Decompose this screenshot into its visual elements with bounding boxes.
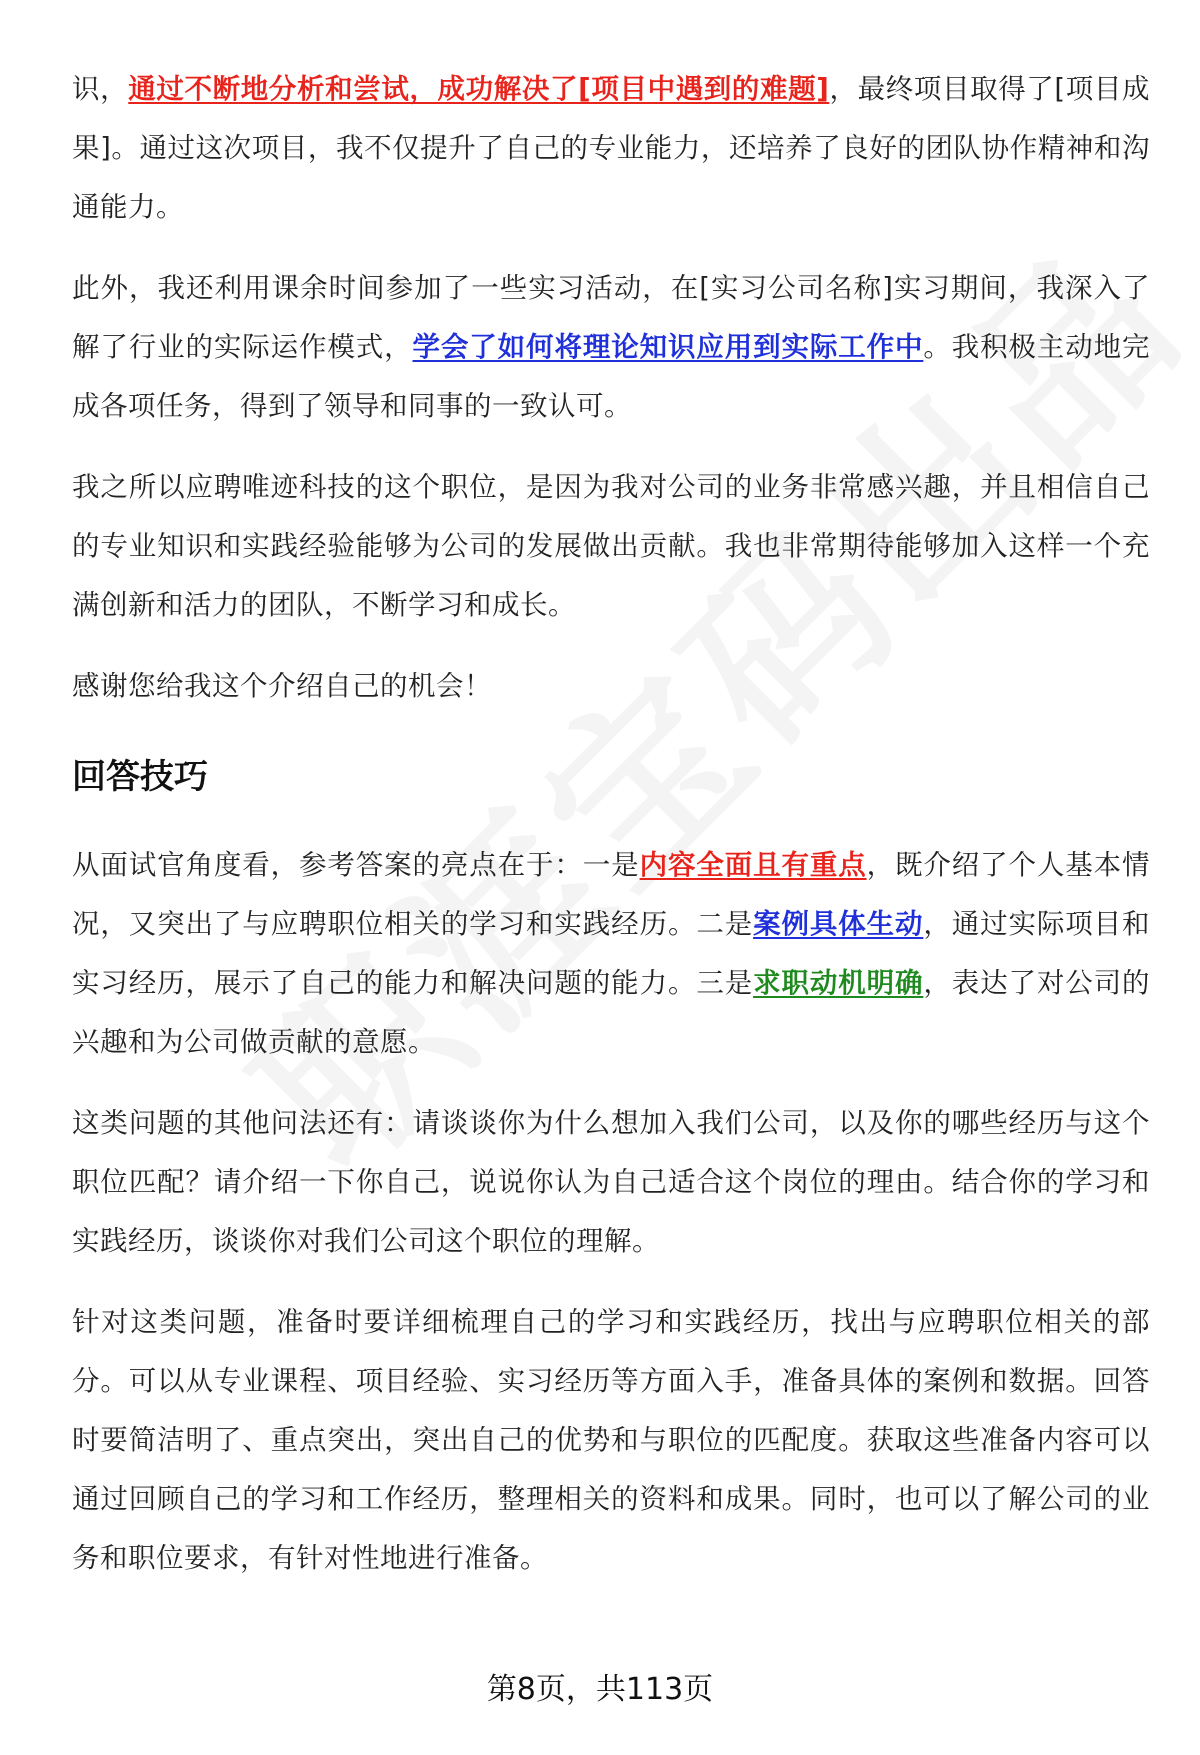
paragraph-text: ，最终项目取得了[项目成果]。通过这次项目，我不仅提升了自己的专业能力，还培养了良好的团队协作精神和沟通能力。	[72, 73, 1151, 223]
paragraph-alternative-questions: 这类问题的其他问法还有：请谈谈你为什么想加入我们公司，以及你的哪些经历与这个职位匹配？请介绍一下你自己，说说你认为自己适合这个岗位的理由。结合你的学习和实践经历，谈谈你对我们公司这个职位的理解。	[72, 1107, 1150, 1257]
paragraph-preparation-advice: 针对这类问题，准备时要详细梳理自己的学习和实践经历，找出与应聘职位相关的部分。可以从专业课程、项目经验、实习经历等方面入手，准备具体的案例和数据。回答时要简洁明了、重点突出，突出自己的优势和与职位的匹配度。获取这些准备内容可以通过回顾自己的学习和工作经历，整理相关的资料和成果。同时，也可以了解公司的业务和职位要求，有针对性地进行准备。	[72, 1306, 1150, 1574]
paragraph-text: ，既介绍了个人基本情况，又突出了与应聘职位相关的学习和实践经历。二是	[72, 849, 1151, 940]
paragraph-motivation: 我之所以应聘唯迹科技的这个职位，是因为我对公司的业务非常感兴趣，并且相信自己的专业知识和实践经验能够为公司的发展做出贡献。我也非常期待能够加入这样一个充满创新和活力的团队，不断学习和成长。	[72, 471, 1150, 621]
paragraph-text: ，通过实际项目和实习经历，展示了自己的能力和解决问题的能力。三是	[72, 908, 1151, 999]
paragraph-project-experience	[72, 60, 1150, 237]
paragraph-text: 。我积极主动地完成各项任务，得到了领导和同事的一致认可。	[72, 331, 1151, 422]
document-body	[72, 60, 1150, 1610]
section-heading-answer-tips: 回答技巧	[72, 757, 208, 797]
paragraph-thanks: 感谢您给我这个介绍自己的机会！	[72, 670, 492, 702]
paragraph-text: 从面试官角度看，参考答案的亮点在于：一是	[72, 849, 640, 881]
highlight-problem-solving: 通过不断地分析和尝试，成功解决了[项目中遇到的难题]	[128, 73, 830, 105]
paragraph-internship	[72, 259, 1150, 436]
highlight-specific-cases: 案例具体生动	[753, 908, 924, 940]
paragraph-text: 此外，我还利用课余时间参加了一些实习活动，在[实习公司名称]实习期间，我深入了解了行业的实际运作模式，	[72, 272, 1150, 363]
highlight-theory-to-practice: 学会了如何将理论知识应用到实际工作中	[412, 331, 924, 363]
highlight-clear-motivation: 求职动机明确	[753, 967, 924, 999]
paragraph-text: 识，	[72, 73, 129, 105]
highlight-comprehensive: 内容全面且有重点	[639, 849, 867, 881]
paragraph-interviewer-view	[72, 836, 1150, 1072]
paragraph-text: ，表达了对公司的兴趣和为公司做贡献的意愿。	[72, 967, 1151, 1058]
page-number: 第8页，共113页	[486, 1672, 714, 1707]
